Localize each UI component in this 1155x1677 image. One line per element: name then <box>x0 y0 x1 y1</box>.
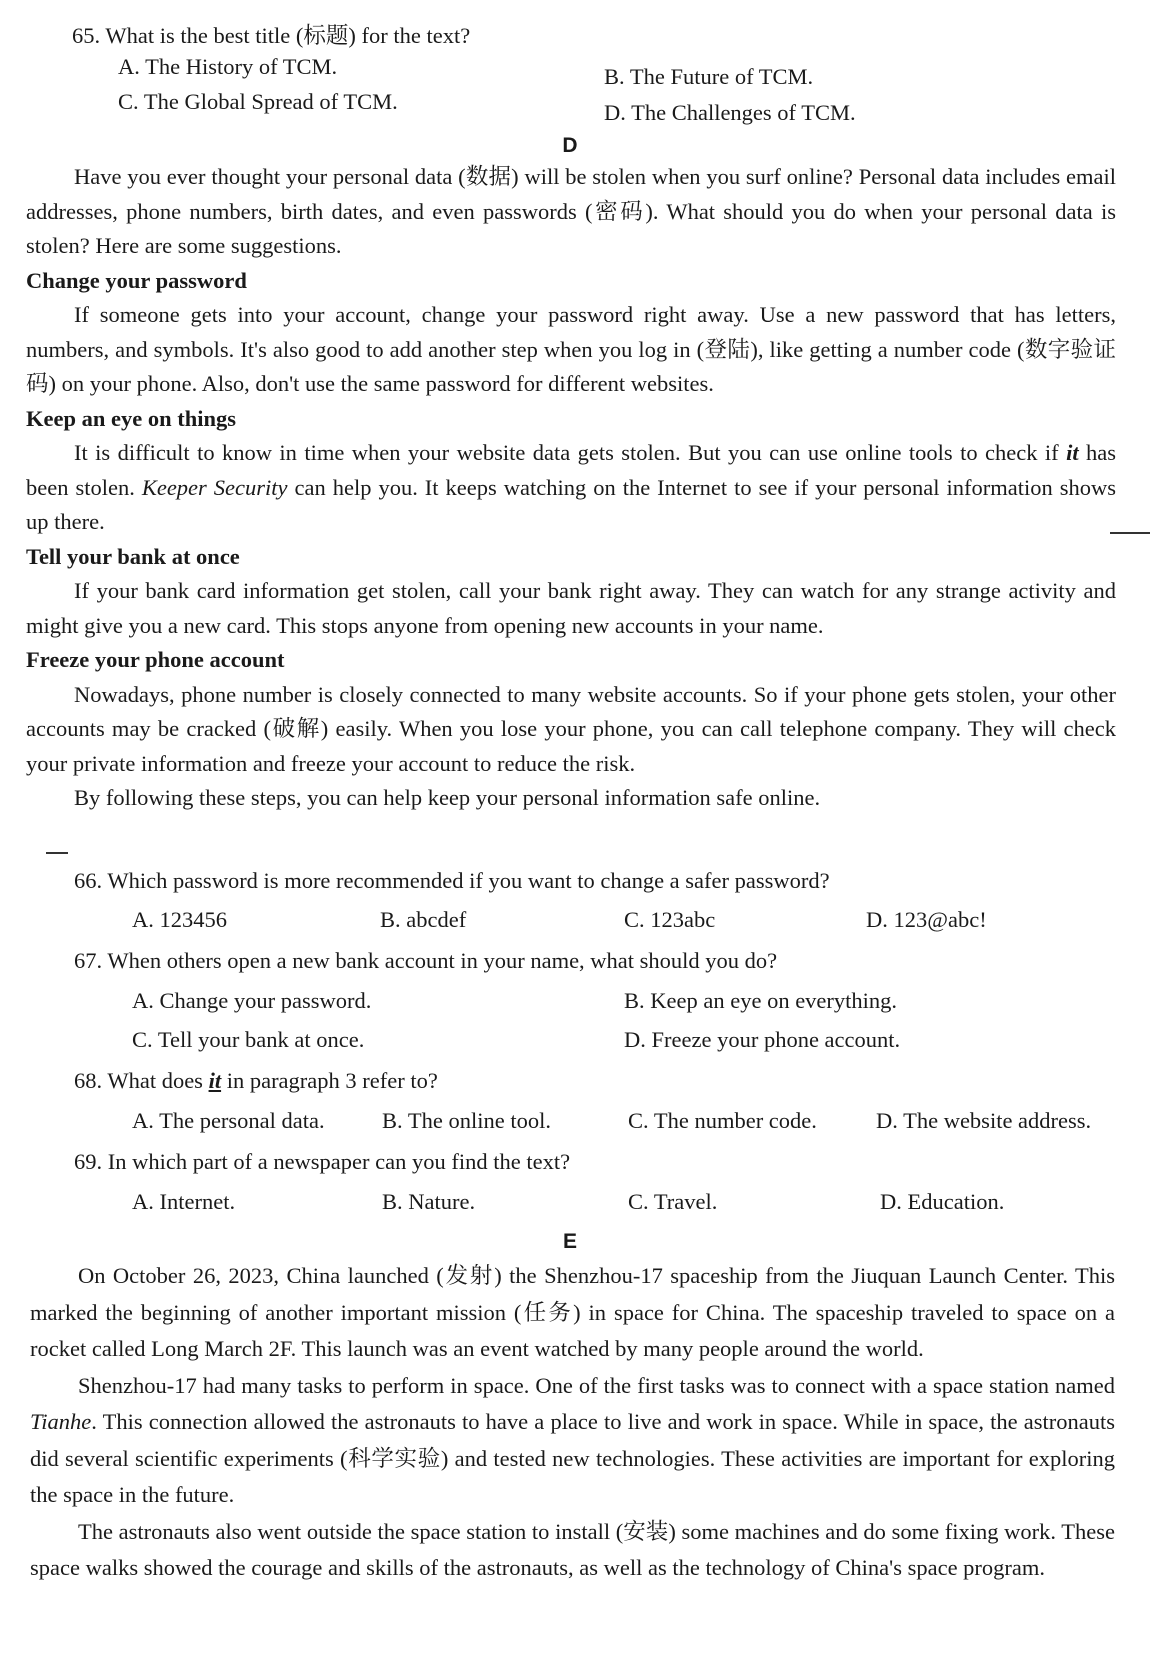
question-68-stem <box>74 1068 438 1094</box>
option-d: D. The website address. <box>876 1108 1092 1133</box>
heading-freeze-phone: Freeze your phone account <box>26 647 285 672</box>
text-keeper-security: Keeper Security <box>141 474 288 500</box>
question-67-stem: 67. When others open a new bank account in your name, what should you do? <box>74 948 778 973</box>
text-segment: . This connection allowed the astronauts to have a place to live and work in space. While in space, the astronauts did several scientific experiments (科学实验) and tested new technologies. These activities are important for exploring the space in the future. <box>30 1409 1115 1507</box>
question-69-stem: 69. In which part of a newspaper can you find the text? <box>74 1149 571 1174</box>
paragraph-change-password: If someone gets into your account, change your password right away. Use a new password that has letters, numbers, and symbols. It's also good to add another step when you log in (登陆), like getting a number code (数字验证码) on your phone. Also, don't use the same password for different websites. <box>26 302 1116 396</box>
passage-d-closing: By following these steps, you can help keep your personal information safe online. <box>74 785 821 810</box>
text-segment: Shenzhou-17 had many tasks to perform in space. One of the first tasks was to connect with a space station named <box>78 1372 1115 1398</box>
text-segment: has been stolen. <box>26 440 1116 500</box>
question-65-stem: 65. What is the best title (标题) for the text? <box>72 23 471 48</box>
option-c: C. 123abc <box>624 907 716 932</box>
option-c: C. Travel. <box>628 1189 718 1214</box>
option-c: C. Tell your bank at once. <box>132 1027 365 1052</box>
paragraph-freeze-phone: Nowadays, phone number is closely connected to many website accounts. So if your phone gets stolen, your other accounts may be cracked (破解) easily. When you lose your phone, you can call telephone company. They will check your private information and freeze your account to reduce the risk. <box>26 681 1116 776</box>
passage-d <box>26 160 1116 816</box>
margin-mark <box>46 852 68 854</box>
text-segment: It is difficult to know in time when your website data gets stolen. But you can use online tools to check if <box>74 440 1067 465</box>
passage-e-paragraph-2 <box>30 1368 1115 1514</box>
option-d: D. 123@abc! <box>866 907 987 932</box>
option-a: A. The personal data. <box>132 1108 325 1133</box>
text-it-underlined: it <box>208 1068 222 1093</box>
option-b: B. abcdef <box>380 907 467 932</box>
passage-e <box>30 1258 1115 1587</box>
option-d: D. Education. <box>880 1189 1005 1214</box>
passage-e-paragraph-3: The astronauts also went outside the space station to install (安装) some machines and do some fixing work. These space walks showed the courage and skills of the astronauts, as well as the technology of China's space program. <box>30 1518 1115 1580</box>
heading-keep-eye: Keep an eye on things <box>26 405 237 431</box>
passage-e-paragraph-1: On October 26, 2023, China launched (发射) the Shenzhou-17 spaceship from the Jiuquan Launch Center. This marked the beginning of another important mission (任务) in space for China. The spaceship traveled to space on a rocket called Long March 2F. This launch was an event watched by many people around the world. <box>30 1263 1115 1361</box>
passage-d-intro: Have you ever thought your personal data (数据) will be stolen when you surf online? Personal data includes email addresses, phone numbers, birth dates, and even passwords (密码). What should you do when your personal data is stolen? Here are some suggestions. <box>26 164 1116 258</box>
paragraph-keep-eye <box>26 436 1116 540</box>
margin-mark <box>1110 532 1150 534</box>
option-d: D. Freeze your phone account. <box>624 1027 901 1052</box>
text-segment: can help you. It keeps watching on the Internet to see if your personal information shows up there. <box>26 474 1116 534</box>
paragraph-tell-bank: If your bank card information get stolen, call your bank right away. They can watch for any strange activity and might give you a new card. This stops anyone from opening new accounts in your name. <box>26 578 1116 638</box>
section-e-label: E <box>562 1230 577 1253</box>
option-b: B. The online tool. <box>382 1108 551 1133</box>
option-a: A. 123456 <box>132 907 227 932</box>
option-b: B. The Future of TCM. <box>604 64 814 89</box>
option-c: C. The number code. <box>628 1108 817 1133</box>
option-a: A. Change your password. <box>132 988 372 1013</box>
heading-change-password: Change your password <box>26 267 247 293</box>
heading-tell-bank: Tell your bank at once <box>26 543 240 569</box>
section-d-label: D <box>562 134 578 157</box>
question-66-stem: 66. Which password is more recommended if you want to change a safer password? <box>74 868 830 893</box>
option-b: B. Keep an eye on everything. <box>624 988 898 1013</box>
option-b: B. Nature. <box>382 1189 476 1214</box>
text-segment: 68. What does <box>74 1068 209 1093</box>
option-c: C. The Global Spread of TCM. <box>118 89 398 114</box>
text-tianhe: Tianhe <box>30 1409 92 1434</box>
option-a: A. Internet. <box>132 1189 236 1214</box>
text-it-italic: it <box>1066 440 1079 465</box>
option-a: A. The History of TCM. <box>118 54 338 79</box>
option-d: D. The Challenges of TCM. <box>604 100 856 125</box>
text-segment: in paragraph 3 refer to? <box>221 1068 438 1093</box>
